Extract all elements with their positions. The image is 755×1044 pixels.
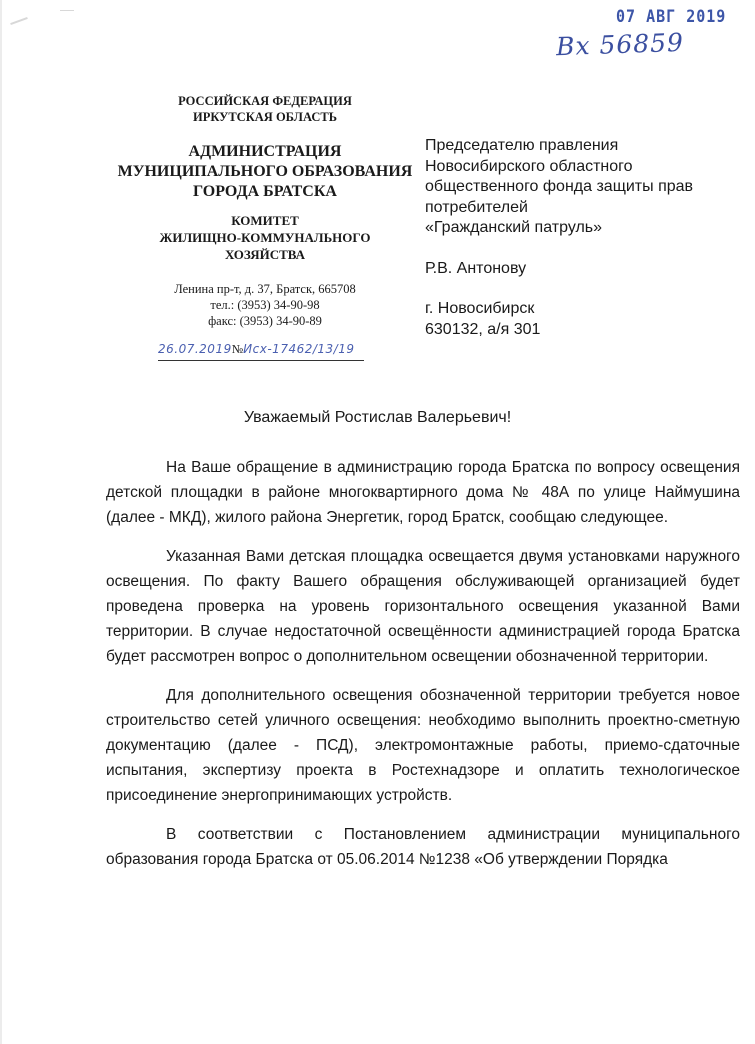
recipient-line: «Гражданский патруль» [425,219,603,236]
header-line: МУНИЦИПАЛЬНОГО ОБРАЗОВАНИЯ [117,163,413,180]
header-line: ГОРОДА БРАТСКА [193,183,337,200]
body-paragraph: В соответствии с Постановлением администрации муниципального образования города Братска от 05.06.2014 №1238 «Об утверждении Порядка [106,826,740,868]
organization-contacts [110,281,420,329]
outgoing-number: Исх-17462/13/19 [243,342,355,356]
header-line: ЖИЛИЩНО-КОММУНАЛЬНОГО [159,230,371,245]
org-phone: тел.: (3953) 34-90-98 [210,298,320,312]
received-date-stamp: 07 АВГ 2019 [616,5,727,27]
recipient-name: Р.В. Антонову [425,259,527,277]
header-line: ХОЗЯЙСТВА [224,247,305,262]
number-sign: № [231,342,244,356]
recipient-line: потребителей [425,198,528,216]
header-line: ИРКУТСКАЯ ОБЛАСТЬ [193,110,337,124]
recipient-line: Председателю правления [425,137,619,154]
scan-mark [0,0,2,1044]
body-paragraph: Для дополнительного освещения обозначенной территории требуется новое строительство сетей уличного освещения: необходимо выполнить проектно-сметную документацию (далее - ПСД), электромонтажные работы, приемо-сдаточные испытания, экспертизу проекта в Ростехнадзоре и оплатить технологическое присоединение энергопринимающих устройств. [106,687,740,804]
recipient-line: Новосибирского областного [425,157,633,175]
recipient-line: общественного фонда защиты прав [425,178,694,195]
body-paragraph: На Ваше обращение в администрацию города Братска по вопросу освещения детской площадки в районе многоквартирного дома № 48А по улице Наймушина (далее - МКД), жилого района Энергетик, город Братск, сообщаю следующее. [106,459,740,526]
recipient-postal: 630132, а/я 301 [425,320,541,338]
recipient-city: г. Новосибирск [425,300,535,317]
body-paragraph: Указанная Вами детская площадка освещается двумя установками наружного освещения. По факту Вашего обращения обслуживающей организацией будет проведена проверка на уровень горизонтального освещения указанной Вами территории. В случае недостаточной освещённости администрацией города Братска будет рассмотрен вопрос о дополнительном освещении обозначенной территории. [106,548,740,665]
scan-mark [60,10,74,11]
letter-body [106,455,740,886]
header-line: АДМИНИСТРАЦИЯ [188,143,342,160]
committee-header [110,212,420,263]
scan-mark [10,17,28,25]
outgoing-date: 26.07.2019 [158,342,232,356]
outgoing-registration-line [158,340,364,361]
incoming-number-handwritten: Вх 56859 [555,27,685,62]
administration-header [110,142,420,202]
org-address: Ленина пр-т, д. 37, Братск, 665708 [174,282,356,296]
greeting: Уважаемый Ростислав Валерьевич! [243,409,512,426]
header-line: РОССИЙСКАЯ ФЕДЕРАЦИЯ [178,94,352,108]
recipient-block [425,136,745,340]
country-header [110,93,420,125]
header-line: КОМИТЕТ [231,213,299,228]
org-fax: факс: (3953) 34-90-89 [208,314,322,328]
